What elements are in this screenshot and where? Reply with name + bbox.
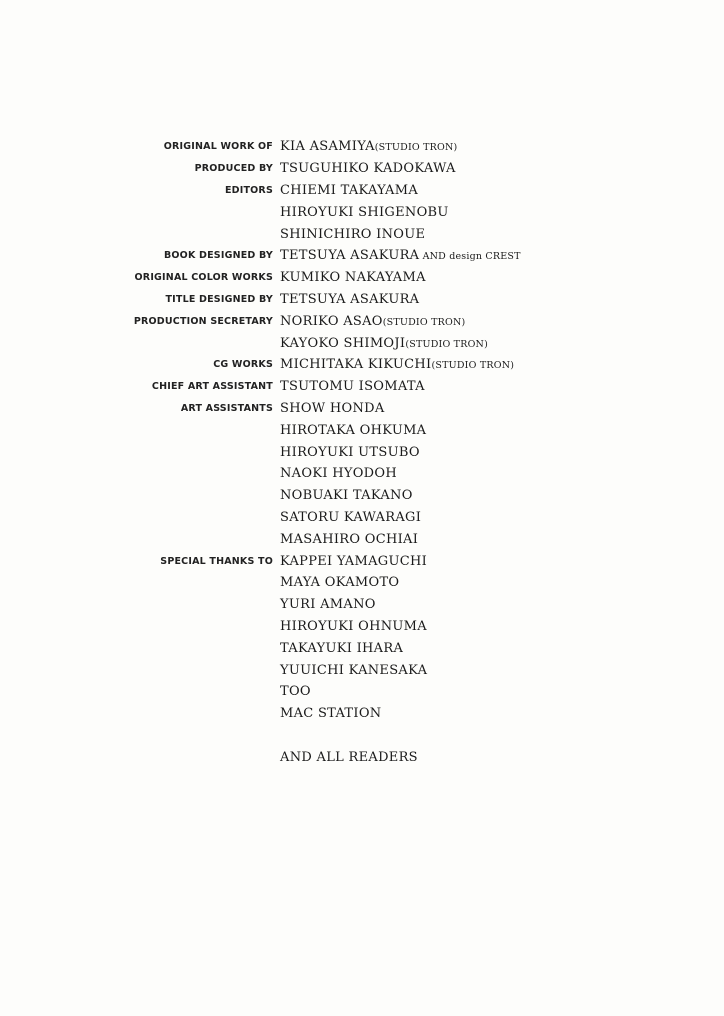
credit-name-suffix: (STUDIO TRON)	[405, 338, 488, 350]
credit-name	[280, 314, 465, 329]
credit-row	[0, 398, 724, 420]
credit-row	[0, 223, 724, 245]
credit-name-text: TSUTOMU ISOMATA	[280, 379, 425, 395]
credit-name-text: YUUICHI KANESAKA	[280, 662, 428, 678]
credits-list	[0, 136, 724, 768]
credit-row	[0, 616, 724, 638]
credit-row	[0, 507, 724, 529]
credit-row	[0, 180, 724, 202]
credit-name-text: KAPPEI YAMAGUCHI	[280, 553, 428, 569]
credit-name-suffix: (STUDIO TRON)	[382, 316, 466, 328]
credit-name	[280, 510, 421, 525]
credit-name	[280, 706, 381, 721]
credit-row	[0, 528, 724, 550]
credit-name	[280, 139, 457, 154]
credit-row	[0, 419, 724, 441]
credit-row	[0, 594, 724, 616]
credit-role: EDITORS	[224, 184, 273, 196]
credit-name-text: TSUGUHIKO KADOKAWA	[280, 161, 456, 177]
credit-row	[0, 485, 724, 507]
credit-name-text: TETSUYA ASAKURA	[280, 248, 420, 264]
credit-row	[0, 703, 724, 725]
credit-row	[0, 659, 724, 681]
credit-name-suffix: (STUDIO TRON)	[431, 360, 515, 372]
credit-name	[280, 161, 456, 176]
credit-name-text: HIROYUKI SHIGENOBU	[280, 204, 449, 220]
credit-name	[280, 205, 449, 220]
closing-text: AND ALL READERS	[280, 749, 418, 765]
credit-name-text: KAYOKO SHIMOJI	[280, 335, 406, 351]
credit-name	[280, 292, 419, 307]
credit-name-text: NOBUAKI TAKANO	[280, 488, 413, 504]
credit-role: PRODUCTION SECRETARY	[133, 315, 273, 327]
credit-row	[0, 354, 724, 376]
credit-name-text: TETSUYA ASAKURA	[280, 291, 420, 307]
credit-name	[280, 270, 426, 285]
credit-name-text: YURI AMANO	[280, 597, 376, 613]
credit-name-text: HIROTAKA OHKUMA	[280, 422, 427, 438]
credit-name	[280, 684, 311, 699]
credit-name-text: TAKAYUKI IHARA	[280, 640, 404, 656]
credit-name	[280, 423, 426, 438]
credit-name	[280, 663, 427, 678]
credit-name-text: MICHITAKA KIKUCHI	[280, 357, 432, 373]
credit-row	[0, 332, 724, 354]
credit-row	[0, 158, 724, 180]
credit-row	[0, 267, 724, 289]
credit-row	[0, 572, 724, 594]
credit-name	[280, 641, 403, 656]
credit-row	[0, 463, 724, 485]
credit-role: TITLE DESIGNED BY	[165, 293, 273, 305]
credit-name	[280, 575, 399, 590]
credit-name-text: SATORU KAWARAGI	[280, 509, 422, 525]
credit-role: ORIGINAL COLOR WORKS	[134, 272, 273, 284]
credit-role: SPECIAL THANKS TO	[160, 555, 273, 567]
credit-row	[0, 441, 724, 463]
credit-name-suffix: AND design CREST	[419, 251, 521, 263]
credit-name	[280, 379, 425, 394]
credit-name-text: SHINICHIRO INOUE	[280, 226, 426, 242]
credit-row	[0, 136, 724, 158]
credit-name-text: KIA ASAMIYA	[280, 139, 375, 155]
spacer	[0, 725, 724, 747]
credit-role: BOOK DESIGNED BY	[163, 250, 273, 262]
credit-name	[280, 466, 397, 481]
credit-row	[0, 245, 724, 267]
credit-role: CG WORKS	[213, 359, 273, 371]
credit-name-text: NAOKI HYODOH	[280, 466, 397, 482]
credit-name-text: SHOW HONDA	[280, 400, 385, 416]
credit-name	[280, 554, 427, 569]
credit-name-text: MASAHIRO OCHIAI	[280, 531, 419, 547]
credit-name-text: CHIEMI TAKAYAMA	[280, 182, 419, 198]
credit-name	[280, 336, 488, 351]
credit-role: PRODUCED BY	[194, 163, 273, 175]
credit-role: CHIEF ART ASSISTANT	[151, 381, 273, 393]
credit-name	[280, 248, 521, 263]
credit-name	[280, 401, 385, 416]
credit-name-text: MAC STATION	[280, 706, 382, 722]
credit-row	[0, 681, 724, 703]
credit-name-text: TOO	[280, 684, 311, 700]
credit-name-text: HIROYUKI UTSUBO	[280, 444, 420, 460]
credit-row	[0, 637, 724, 659]
credit-name	[280, 488, 413, 503]
credit-row	[0, 289, 724, 311]
credit-name-text: KUMIKO NAKAYAMA	[280, 270, 426, 286]
closing-row	[0, 747, 724, 769]
credit-name	[280, 183, 418, 198]
credit-name	[280, 227, 425, 242]
credit-name-suffix: (STUDIO TRON)	[374, 142, 458, 154]
credit-name	[280, 619, 427, 634]
credit-name	[280, 532, 418, 547]
credit-row	[0, 310, 724, 332]
credit-name	[280, 357, 514, 372]
credit-name	[280, 597, 376, 612]
credit-name-text: NORIKO ASAO	[280, 313, 383, 329]
credit-row	[0, 550, 724, 572]
credit-name-text: HIROYUKI OHNUMA	[280, 618, 427, 634]
credit-row	[0, 376, 724, 398]
credit-role: ORIGINAL WORK OF	[163, 141, 273, 153]
credit-role: ART ASSISTANTS	[180, 402, 273, 414]
credit-row	[0, 201, 724, 223]
credit-name-text: MAYA OKAMOTO	[280, 575, 400, 591]
credit-name	[280, 445, 420, 460]
